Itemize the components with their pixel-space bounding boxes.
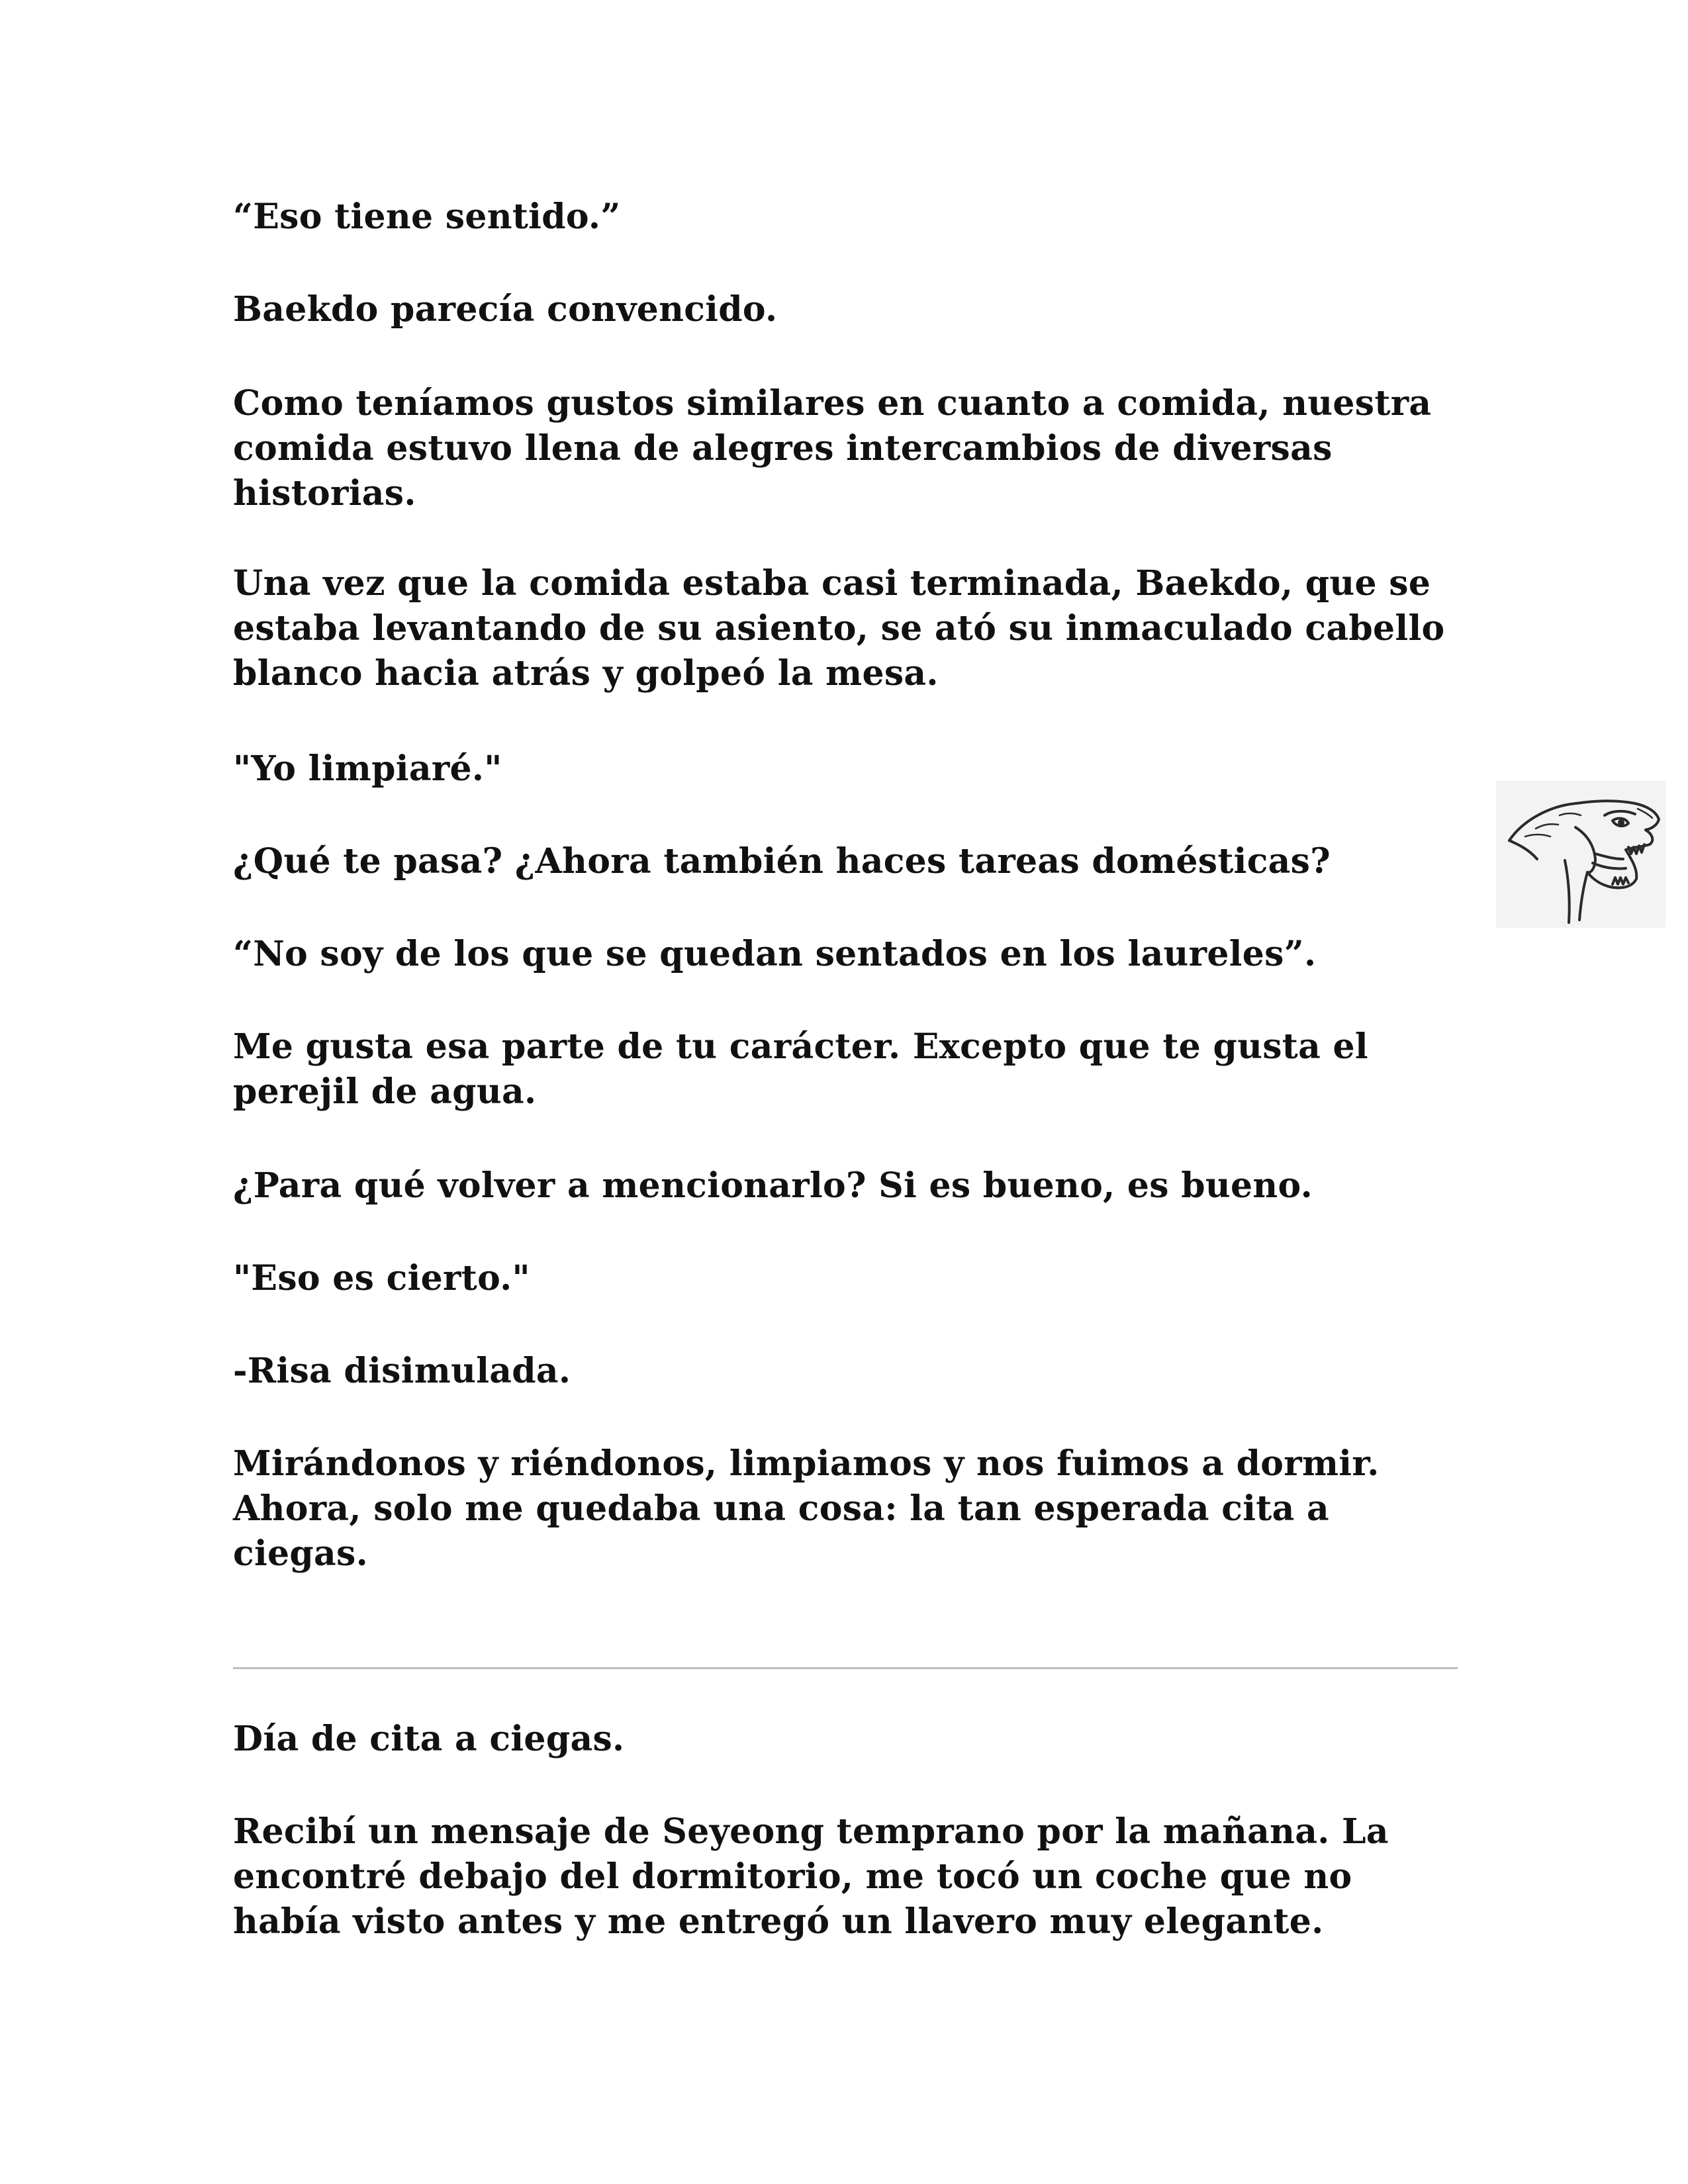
paragraph-3 [233,381,1458,516]
paragraph-line: Mirándonos y riéndonos, limpiamos y nos fuimos a dormir. [233,1443,1380,1484]
paragraph-line: ¿Qué te pasa? ¿Ahora también haces tareas domésticas? [233,841,1331,882]
paragraph-line: perejil de agua. [233,1071,537,1112]
paragraph-line: “No soy de los que se quedan sentados en los laureles”. [233,934,1317,974]
paragraph-line: Una vez que la comida estaba casi terminada, Baekdo, que se [233,563,1431,604]
paragraph-line: estaba levantando de su asiento, se ató su inmaculado cabello [233,608,1445,649]
paragraph-6 [233,839,1458,884]
paragraph-2 [233,287,1458,332]
paragraph-13 [233,1717,1458,1762]
paragraph-line: historias. [233,473,416,514]
paragraph-line: Día de cita a ciegas. [233,1719,625,1759]
paragraph-line: Ahora, solo me quedaba una cosa: la tan esperada cita a [233,1488,1329,1529]
paragraph-14 [233,1809,1458,1944]
paragraph-line: Baekdo parecía convencido. [233,289,778,330]
paragraph-11 [233,1349,1458,1394]
paragraph-line: -Risa disimulada. [233,1351,571,1391]
paragraph-1 [233,195,1458,240]
paragraph-line: “Eso tiene sentido.” [233,197,621,237]
paragraph-line: Como teníamos gustos similares en cuanto a comida, nuestra [233,383,1432,424]
paragraph-line: había visto antes y me entregó un llavero muy elegante. [233,1901,1324,1942]
paragraph-line: Me gusta esa parte de tu carácter. Excepto que te gusta el [233,1026,1368,1067]
paragraph-10 [233,1256,1458,1301]
paragraph-4 [233,561,1458,696]
paragraph-8 [233,1024,1458,1115]
paragraph-line: Recibí un mensaje de Seyeong temprano por la mañana. La [233,1811,1389,1852]
paragraph-line: ciegas. [233,1533,369,1574]
paragraph-line: blanco hacia atrás y golpeó la mesa. [233,653,939,694]
paragraph-line: "Eso es cierto." [233,1258,530,1298]
paragraph-9 [233,1163,1458,1208]
paragraph-line: comida estuvo llena de alegres intercambios de diversas [233,428,1333,469]
dinosaur-head-icon [1496,781,1665,928]
paragraph-5 [233,747,1458,792]
paragraph-line: ¿Para qué volver a mencionarlo? Si es bueno, es bueno. [233,1165,1313,1206]
section-divider [233,1667,1458,1669]
paragraph-line: encontré debajo del dormitorio, me tocó un coche que no [233,1856,1352,1897]
paragraph-line: "Yo limpiaré." [233,749,502,789]
paragraph-7 [233,932,1458,977]
paragraph-12 [233,1441,1458,1576]
